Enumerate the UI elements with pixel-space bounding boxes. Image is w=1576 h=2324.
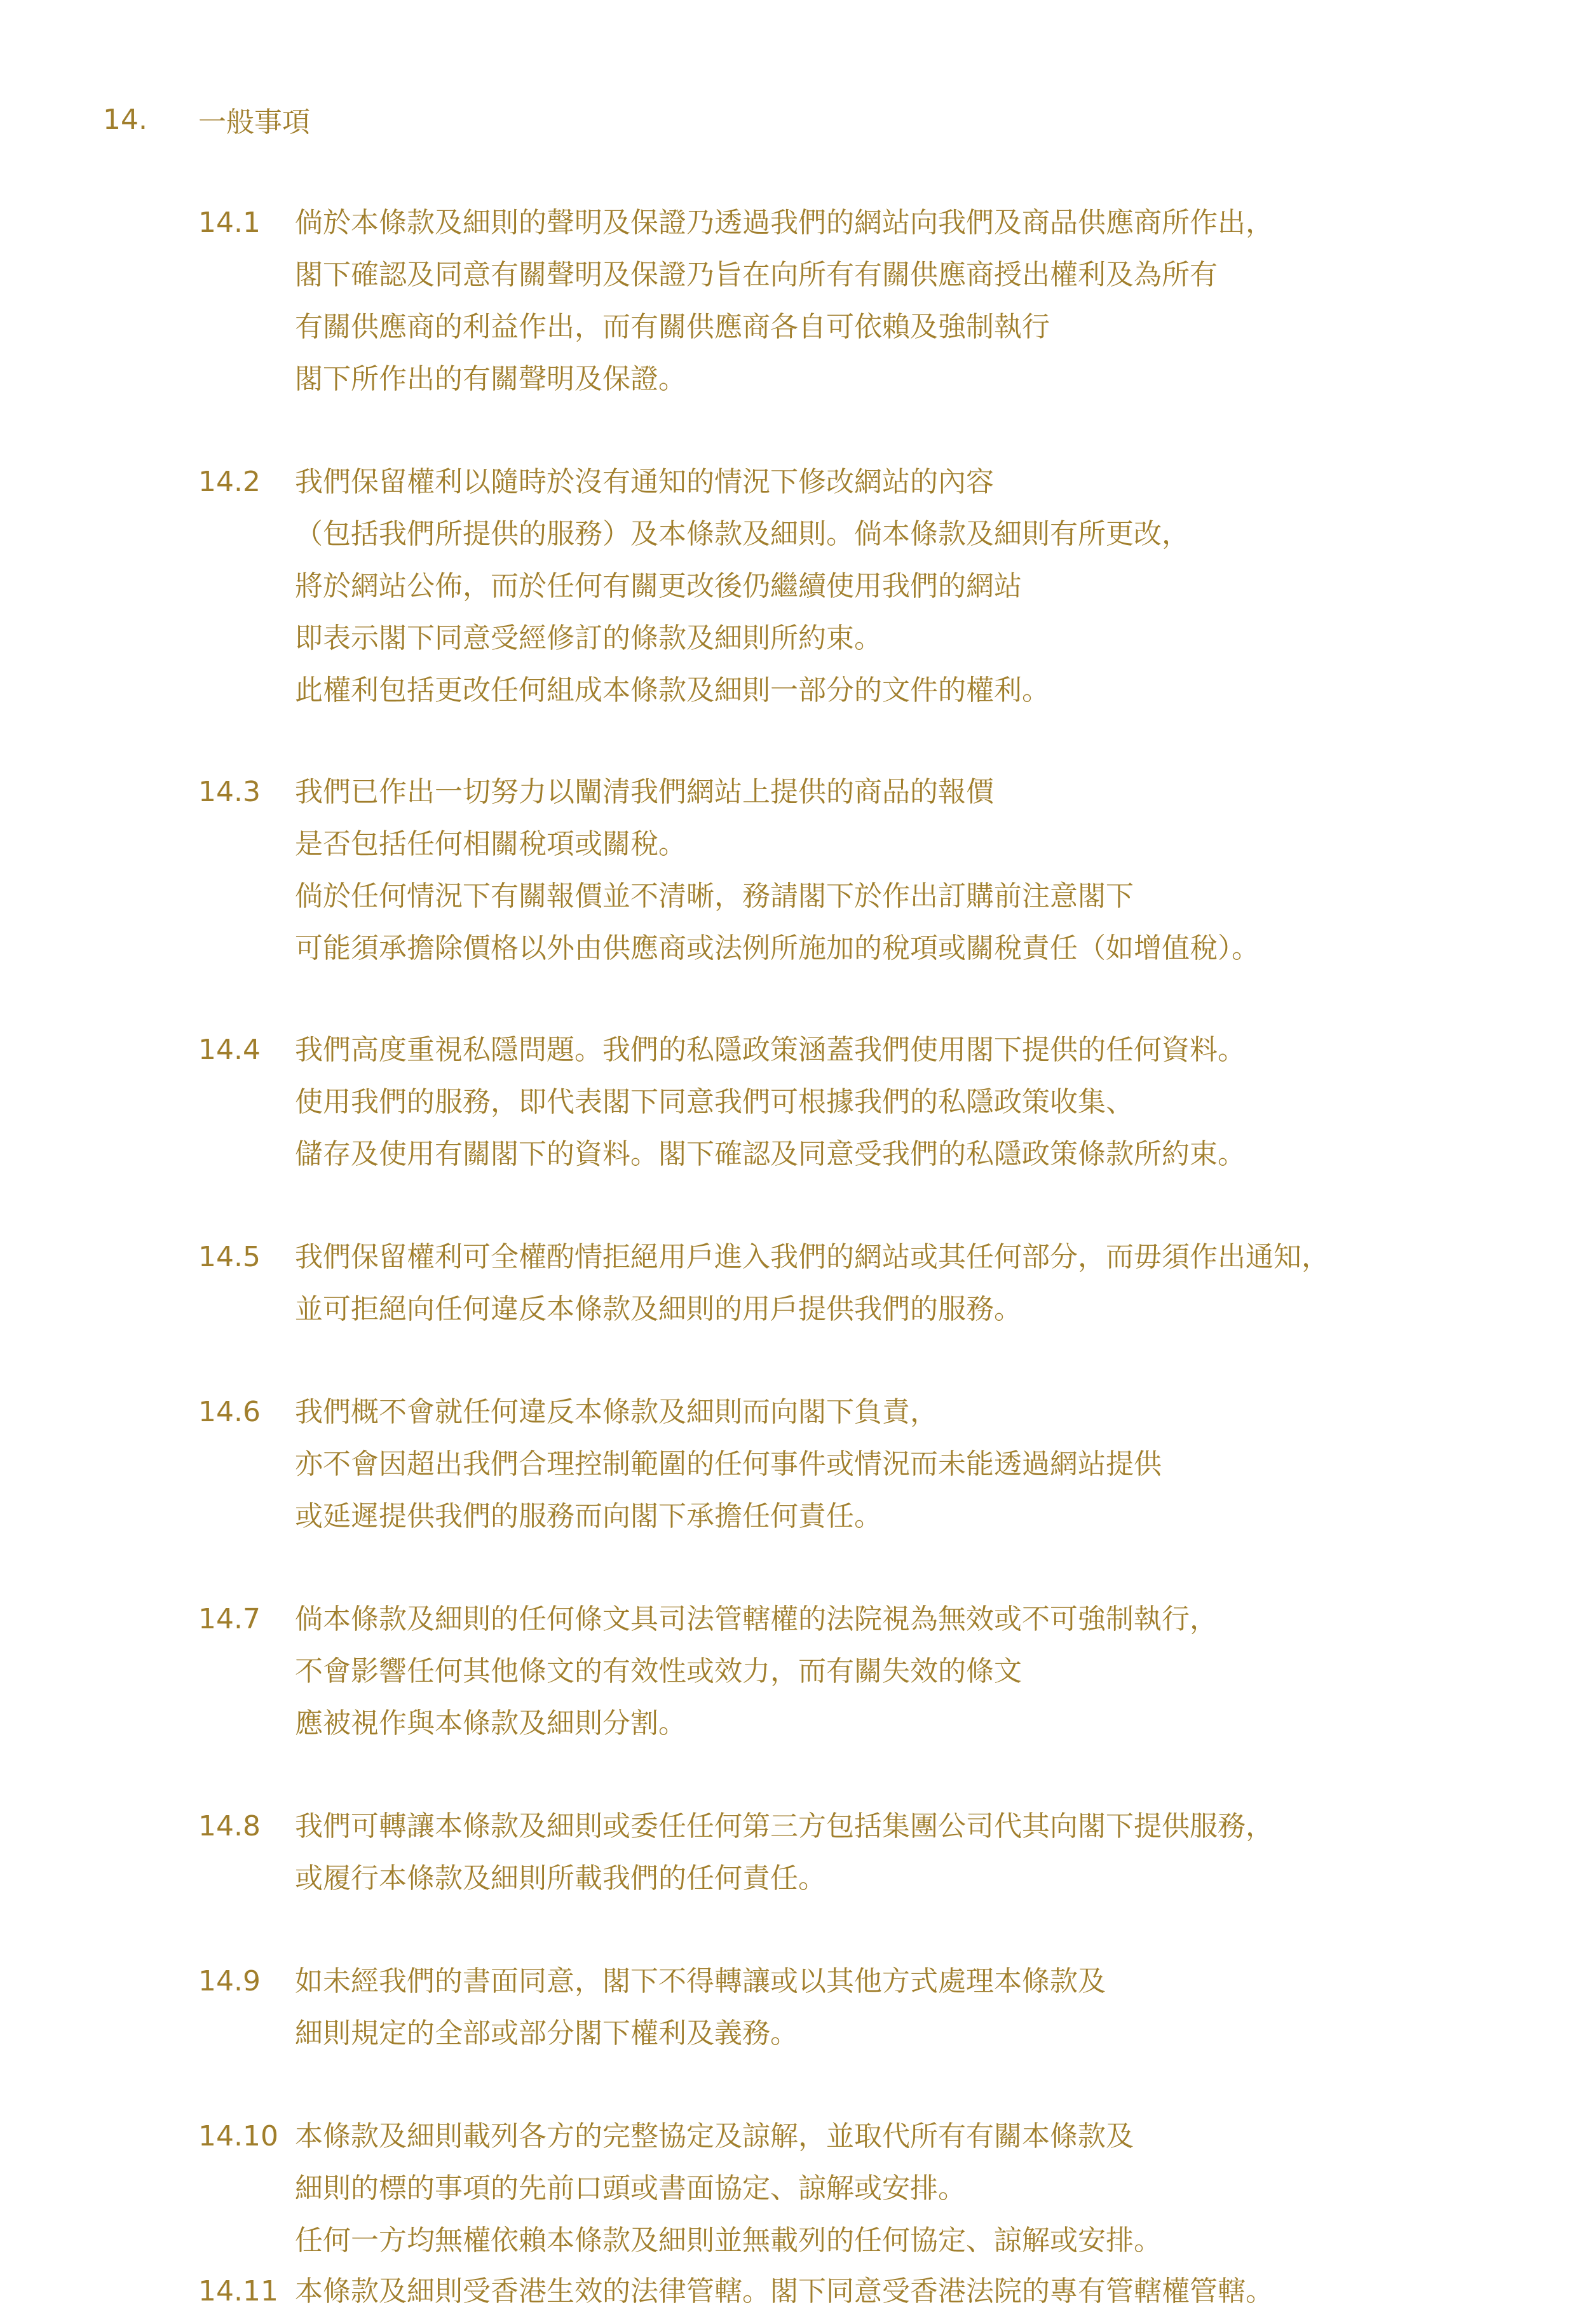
clause-line: 或履行本條款及細則所載我們的任何責任。 <box>295 1862 826 1895</box>
clause-number: 14.4 <box>198 1034 261 1066</box>
clause-number: 14.6 <box>198 1396 261 1428</box>
clause-line: 有關供應商的利益作出，而有關供應商各自可依賴及強制執行 <box>295 311 1050 343</box>
clause-number: 14.11 <box>198 2275 278 2307</box>
clause-line: 我們概不會就任何違反本條款及細則而向閣下負責， <box>295 1396 938 1428</box>
clause-number: 14.3 <box>198 776 261 808</box>
clause-line: 我們高度重視私隱問題。我們的私隱政策涵蓋我們使用閣下提供的任何資料。 <box>295 1034 1246 1066</box>
clause-line: 我們保留權利可全權酌情拒絕用戶進入我們的網站或其任何部分，而毋須作出通知， <box>295 1241 1329 1273</box>
clause-number: 14.8 <box>198 1810 261 1842</box>
clause-number: 14.2 <box>198 466 261 498</box>
clause-text <box>295 456 1572 717</box>
clause-line: 本條款及細則受香港生效的法律管轄。閣下同意受香港法院的專有管轄權管轄。 <box>295 2275 1274 2307</box>
clause-text <box>295 1800 1572 1905</box>
clause-line: 可能須承擔除價格以外由供應商或法例所施加的稅項或關稅責任（如增值稅）。 <box>295 932 1260 964</box>
clause-line: 即表示閣下同意受經修訂的條款及細則所約束。 <box>295 622 882 654</box>
clause-line: 細則的標的事項的先前口頭或書面協定、諒解或安排。 <box>295 2172 966 2205</box>
clause-line: 我們已作出一切努力以闡清我們網站上提供的商品的報價 <box>295 776 994 808</box>
clause-line: 亦不會因超出我們合理控制範圍的任何事件或情況而未能透過網站提供 <box>295 1448 1162 1480</box>
clause-line: 我們可轉讓本條款及細則或委任任何第三方包括集團公司代其向閣下提供服務， <box>295 1810 1274 1842</box>
clause-line: 是否包括任何相關稅項或關稅。 <box>295 828 686 860</box>
clause-line: 倘於任何情況下有關報價並不清晰，務請閣下於作出訂購前注意閣下 <box>295 880 1134 912</box>
clause-line: 此權利包括更改任何組成本條款及細則一部分的文件的權利。 <box>295 674 1050 706</box>
clause-line: 我們保留權利以隨時於沒有通知的情況下修改網站的內容 <box>295 466 994 498</box>
clause-text <box>295 1024 1572 1180</box>
clause-number: 14.1 <box>198 206 261 239</box>
section-heading <box>103 94 310 145</box>
clause-text <box>295 766 1572 975</box>
clause-line: 並可拒絕向任何違反本條款及細則的用戶提供我們的服務。 <box>295 1293 1022 1325</box>
clause-number: 14.7 <box>198 1603 261 1635</box>
clause-line: 閣下確認及同意有關聲明及保證乃旨在向所有有關供應商授出權利及為所有 <box>295 259 1218 291</box>
clause-text <box>295 1386 1572 1543</box>
clause-line: 儲存及使用有關閣下的資料。閣下確認及同意受我們的私隱政策條款所約束。 <box>295 1138 1246 1170</box>
clause-line: 細則規定的全部或部分閣下權利及義務。 <box>295 2017 798 2050</box>
clause-line: 任何一方均無權依賴本條款及細則並無載列的任何協定、諒解或安排。 <box>295 2224 1162 2257</box>
clause-line: 將於網站公佈，而於任何有關更改後仍繼續使用我們的網站 <box>295 570 1022 602</box>
clause-text <box>295 1231 1572 1335</box>
clause-number: 14.10 <box>198 2120 278 2152</box>
section-number: 14. <box>103 103 147 136</box>
clause-text <box>295 1956 1572 2060</box>
clause-line: 使用我們的服務，即代表閣下同意我們可根據我們的私隱政策收集、 <box>295 1086 1134 1118</box>
clause-line: 閣下所作出的有關聲明及保證。 <box>295 363 686 395</box>
clause-number: 14.9 <box>198 1965 261 1997</box>
clause-line: 倘於本條款及細則的聲明及保證乃透過我們的網站向我們及商品供應商所作出， <box>295 206 1274 239</box>
clause-text <box>295 2111 1572 2267</box>
clause-line: 應被視作與本條款及細則分割。 <box>295 1707 686 1740</box>
clause-text <box>295 197 1572 405</box>
clause-line: 或延遲提供我們的服務而向閣下承擔任何責任。 <box>295 1500 882 1532</box>
clause-line: 倘本條款及細則的任何條文具司法管轄權的法院視為無效或不可強制執行， <box>295 1603 1218 1635</box>
clause-text <box>295 1593 1572 1750</box>
clause-line: （包括我們所提供的服務）及本條款及細則。倘本條款及細則有所更改， <box>295 518 1190 550</box>
clause-line: 如未經我們的書面同意，閣下不得轉讓或以其他方式處理本條款及 <box>295 1965 1106 1997</box>
section-title: 一般事項 <box>198 106 310 138</box>
clause-text <box>295 2266 1572 2318</box>
clause-line: 不會影響任何其他條文的有效性或效力，而有關失效的條文 <box>295 1655 1022 1687</box>
clause-number: 14.5 <box>198 1241 261 1273</box>
clause-line: 本條款及細則載列各方的完整協定及諒解，並取代所有有關本條款及 <box>295 2120 1134 2152</box>
